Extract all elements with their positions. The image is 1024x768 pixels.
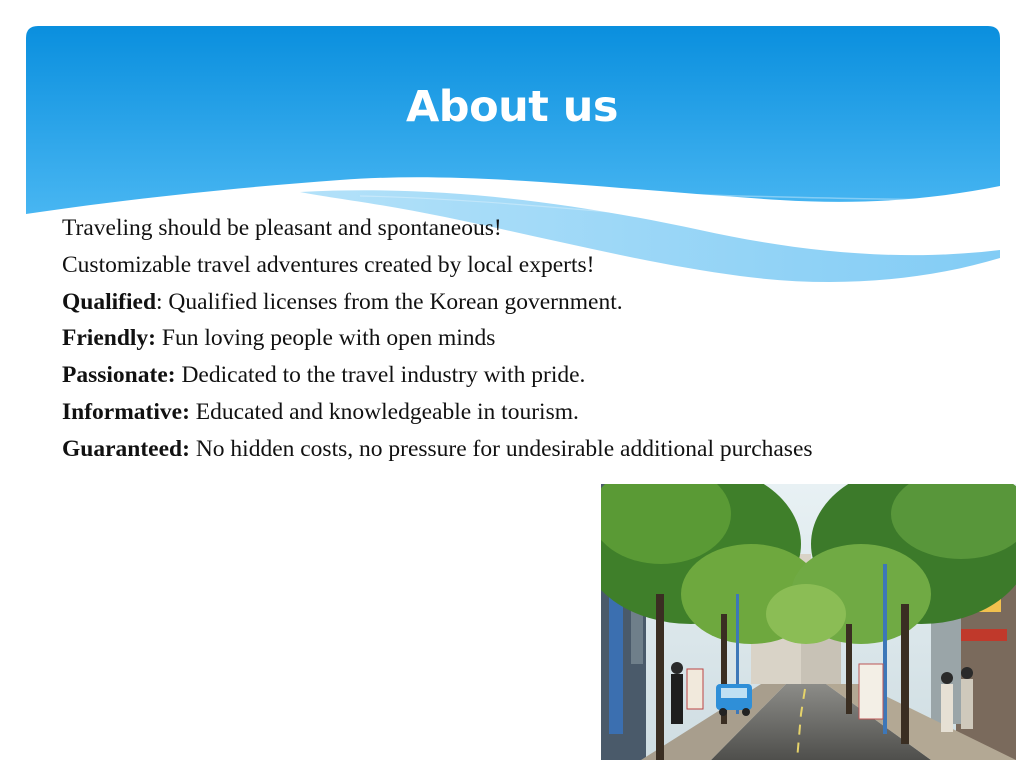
feature-description: Dedicated to the travel industry with pride. bbox=[181, 362, 586, 389]
feature-passionate bbox=[62, 357, 962, 394]
feature-separator: : bbox=[156, 288, 169, 315]
feature-description: Qualified licenses from the Korean government. bbox=[168, 288, 623, 315]
content-body bbox=[62, 210, 962, 468]
feature-description: Fun loving people with open minds bbox=[161, 325, 496, 352]
feature-term: Passionate: bbox=[62, 362, 176, 389]
feature-description: No hidden costs, no pressure for undesirable additional purchases bbox=[195, 435, 813, 462]
feature-term: Qualified bbox=[62, 288, 157, 315]
street-photo bbox=[601, 484, 1016, 760]
feature-informative bbox=[62, 394, 962, 431]
feature-guaranteed bbox=[62, 431, 962, 468]
slide-title: About us bbox=[406, 82, 618, 132]
intro-line-1: Traveling should be pleasant and spontaneous! bbox=[62, 215, 502, 241]
intro-line-2: Customizable travel adventures created by local experts! bbox=[62, 251, 595, 278]
feature-friendly bbox=[62, 320, 962, 357]
feature-term: Guaranteed: bbox=[62, 435, 190, 462]
feature-description: Educated and knowledgeable in tourism. bbox=[195, 398, 579, 425]
feature-term: Friendly: bbox=[62, 325, 156, 352]
feature-term: Informative: bbox=[62, 398, 190, 425]
feature-qualified bbox=[62, 284, 962, 321]
